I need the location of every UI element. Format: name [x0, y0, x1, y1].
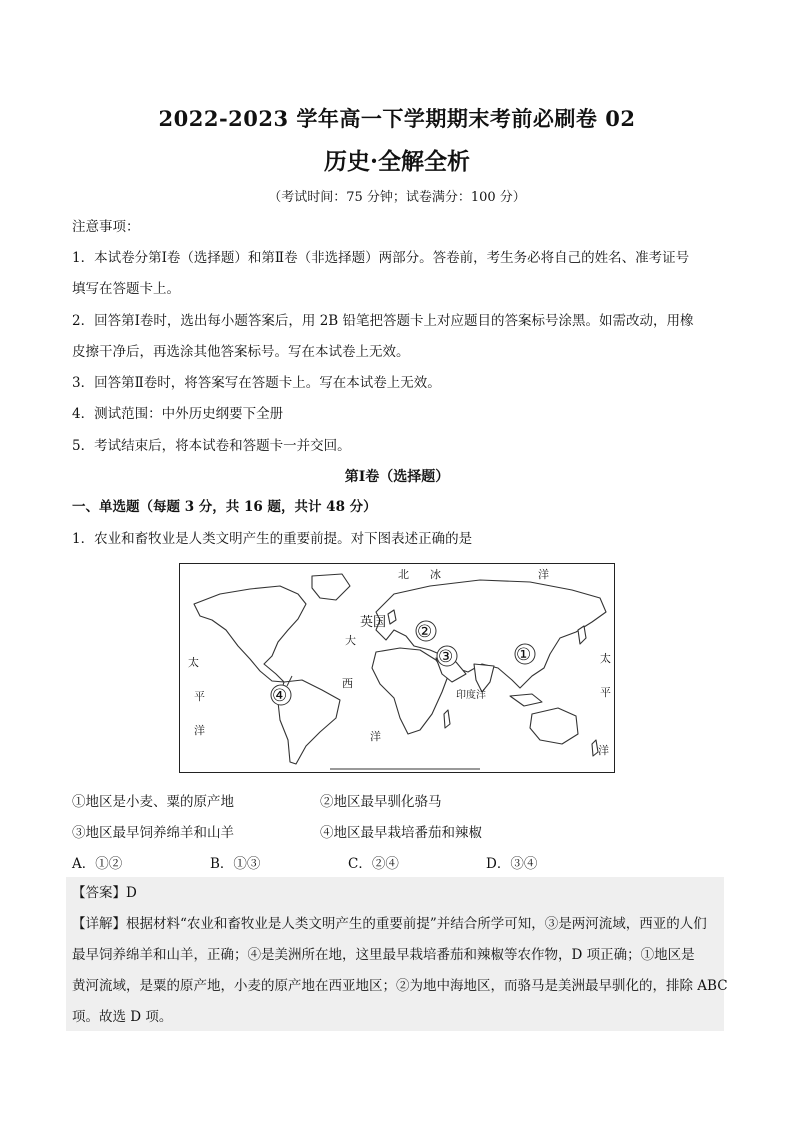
map-label-xi: 西	[342, 677, 353, 690]
map-label-yang-right: 洋	[598, 744, 609, 757]
note-line-6: 4．测试范围：中外历史纲要下全册	[72, 406, 284, 422]
map-label-ping-left: 平	[194, 690, 205, 703]
choice-d: D．③④	[486, 856, 538, 872]
note-line-7: 5．考试结束后，将本试卷和答题卡一并交回。	[72, 438, 351, 454]
notes-heading: 注意事项：	[72, 219, 140, 235]
statement-3: ③地区最早饲养绵羊和山羊	[72, 825, 234, 841]
statement-4: ④地区最早栽培番茄和辣椒	[320, 825, 482, 841]
choice-c: C．②④	[348, 856, 399, 872]
note-line-1: 1．本试卷分第Ⅰ卷（选择题）和第Ⅱ卷（非选择题）两部分。答卷前，考生务必将自己的姓名、准考证号	[72, 250, 690, 266]
note-line-5: 3．回答第Ⅱ卷时，将答案写在答题卡上。写在本试卷上无效。	[72, 375, 441, 391]
page-title: 2022-2023 学年高一下学期期末考前必刷卷 02	[158, 106, 636, 131]
map-label-ice: 冰	[430, 568, 441, 581]
map-marker-4: ④	[272, 686, 288, 706]
note-line-4: 皮擦干净后，再选涂其他答案标号。写在本试卷上无效。	[72, 344, 410, 360]
india-shape	[474, 664, 494, 692]
greenland-shape	[312, 574, 350, 600]
detail-line-2: 最早饲养绵羊和山羊，正确；④是美洲所在地，这里最早栽培番茄和辣椒等农作物，D 项正确；①地区是	[72, 947, 695, 963]
australia-shape	[530, 708, 578, 744]
map-marker-1: ①	[516, 645, 532, 665]
statement-2: ②地区最早驯化骆马	[320, 794, 442, 810]
exam-info: （考试时间：75 分钟；试卷满分：100 分）	[268, 190, 526, 205]
map-marker-2: ②	[417, 622, 433, 642]
choice-b: B．①③	[210, 856, 261, 872]
north-america-shape	[194, 586, 306, 682]
part-title: 一、单选题（每题 3 分，共 16 题，共计 48 分）	[72, 499, 377, 515]
map-label-ping-right: 平	[600, 686, 611, 699]
map-label-north: 北	[398, 568, 409, 581]
answer-line: 【答案】D	[72, 885, 137, 901]
japan-shape	[578, 626, 586, 644]
section-title: 第Ⅰ卷（选择题）	[344, 469, 450, 485]
choice-a: A．①②	[72, 856, 123, 872]
map-label-indian-ocean: 印度洋	[456, 690, 486, 701]
map-label-da: 大	[345, 634, 356, 647]
note-line-2: 填写在答题卡上。	[72, 281, 180, 297]
statement-1: ①地区是小麦、粟的原产地	[72, 794, 234, 810]
map-label-ocean-top: 洋	[538, 568, 549, 581]
detail-line-3: 黄河流域，是粟的原产地，小麦的原产地在西亚地区；②为地中海地区，而骆马是美洲最早驯化的，排除 ABC	[72, 978, 728, 994]
map-label-tai-left: 太	[188, 656, 199, 669]
map-label-britain: 英国	[360, 615, 387, 630]
map-marker-3: ③	[438, 647, 454, 667]
detail-line-1: 【详解】根据材料“农业和畜牧业是人类文明产生的重要前提”并结合所学可知，③是两河流域，西亚的人们	[72, 916, 707, 932]
detail-line-4: 项。故选 D 项。	[72, 1009, 173, 1025]
question-stem: 1．农业和畜牧业是人类文明产生的重要前提。对下图表述正确的是	[72, 531, 473, 547]
world-map	[179, 563, 615, 773]
map-label-yang-atlantic: 洋	[370, 730, 381, 743]
map-label-tai-right: 太	[600, 652, 611, 665]
madagascar-shape	[444, 710, 450, 728]
map-label-yang-left: 洋	[194, 724, 205, 737]
note-line-3: 2．回答第Ⅰ卷时，选出每小题答案后，用 2B 铅笔把答题卡上对应题目的答案标号涂黑。如需改动，用橡	[72, 313, 694, 329]
page-subtitle: 历史·全解全析	[323, 148, 470, 175]
indonesia-shape	[510, 694, 542, 706]
